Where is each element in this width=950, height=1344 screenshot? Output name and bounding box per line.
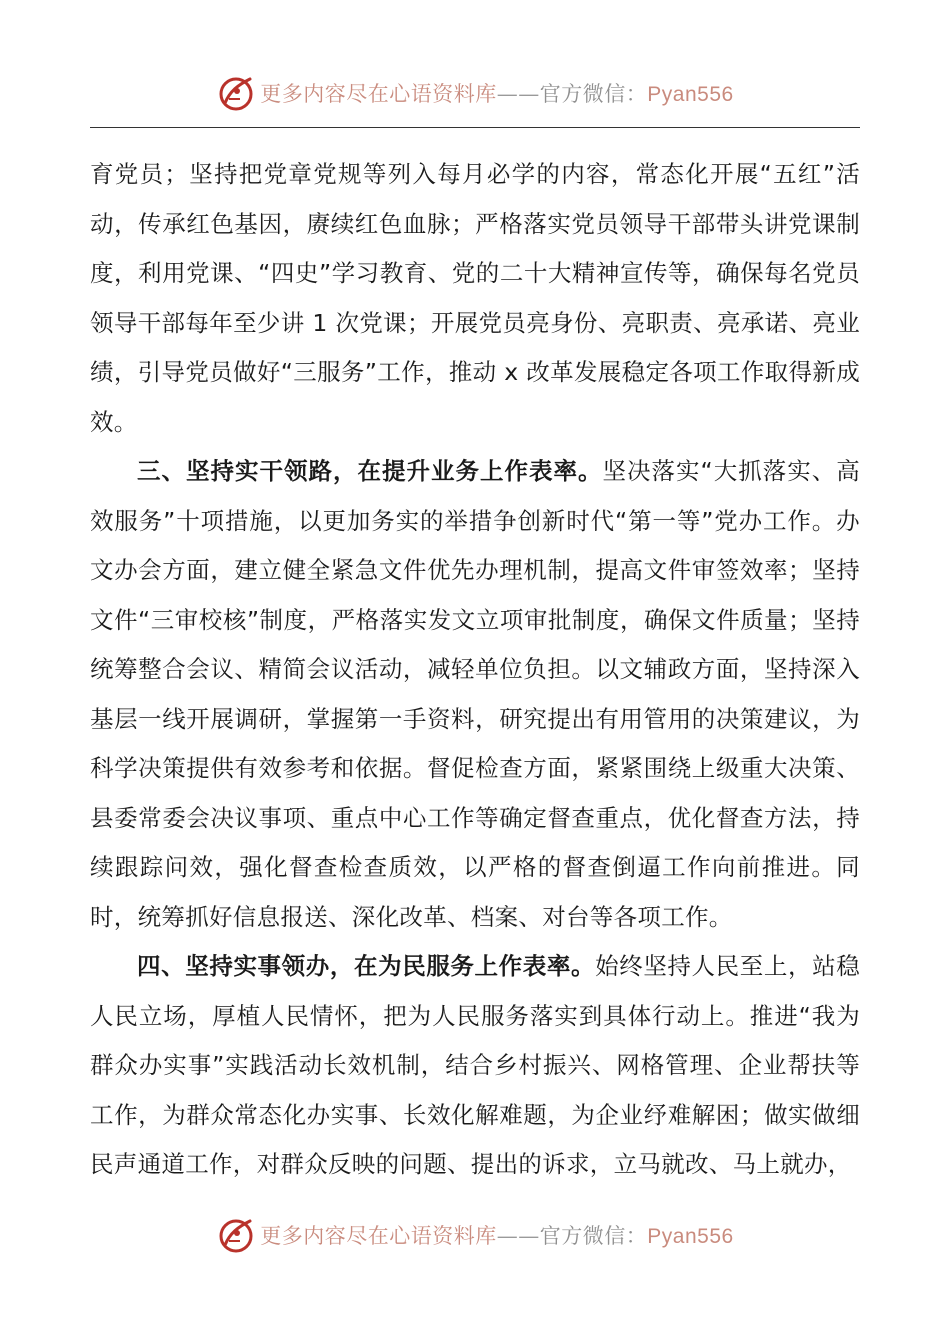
section-3-paragraph [90, 447, 860, 942]
header-wechat-id: Pyan556 [647, 83, 734, 106]
header-banner [0, 68, 950, 118]
brand-logo-icon [216, 73, 256, 113]
brand-logo-icon [216, 1215, 256, 1255]
paragraph-continuation: 育党员；坚持把党章党规等列入每月必学的内容，常态化开展“五红”活动，传承红色基因，赓续红色血脉；严格落实党员领导干部带头讲党课制度，利用党课、“四史”学习教育、党的二十大精神宣传等，确保每名党员领导干部每年至少讲 1 次党课；开展党员亮身份、亮职责、亮承诺、亮业绩，引导党员做好“三服务”工作，推动 x 改革发展稳定各项工作取得新成效。 [90, 160, 860, 436]
footer-banner-text [260, 1220, 733, 1250]
header-banner-text [260, 78, 733, 108]
header-site-text: 更多内容尽在心语资料库 [260, 82, 497, 106]
document-body [90, 150, 860, 1190]
header-divider [90, 127, 860, 128]
footer-dash: —— [496, 1224, 540, 1248]
section-3-heading: 三、坚持实干领路，在提升业务上作表率。 [137, 457, 603, 485]
footer-wechat-label: 官方微信： [539, 1225, 648, 1248]
header-dash: —— [496, 82, 540, 106]
section-3-text: 坚决落实“大抓落实、高效服务”十项措施，以更加务实的举措争创新时代“第一等”党办工作。办文办会方面，建立健全紧急文件优先办理机制，提高文件审签效率；坚持文件“三审校核”制度，严格落实发文立项审批制度，确保文件质量；坚持统筹整合会议、精简会议活动，减轻单位负担。以文辅政方面，坚持深入基层一线开展调研，掌握第一手资料，研究提出有用管用的决策建议，为科学决策提供有效参考和依据。督促检查方面，紧紧围绕上级重大决策、县委常委会决议事项、重点中心工作等确定督查重点，优化督查方法，持续跟踪问效，强化督查检查质效，以严格的督查倒逼工作向前推进。同时，统筹抓好信息报送、深化改革、档案、对台等各项工作。 [90, 457, 860, 931]
section-4-paragraph [90, 942, 860, 1190]
header-wechat-label: 官方微信： [539, 83, 648, 106]
footer-banner [0, 1210, 950, 1260]
section-4-text: 始终坚持人民至上，站稳人民立场，厚植人民情怀，把为人民服务落实到具体行动上。推进“我为群众办实事”实践活动长效机制，结合乡村振兴、网格管理、企业帮扶等工作，为群众常态化办实事、长效化解难题，为企业纾难解困；做实做细民声通道工作，对群众反映的问题、提出的诉求，立马就改、马上就办， [90, 952, 860, 1178]
section-4-heading: 四、坚持实事领办，在为民服务上作表率。 [137, 952, 596, 980]
footer-wechat-id: Pyan556 [647, 1225, 734, 1248]
footer-site-text: 更多内容尽在心语资料库 [260, 1224, 497, 1248]
